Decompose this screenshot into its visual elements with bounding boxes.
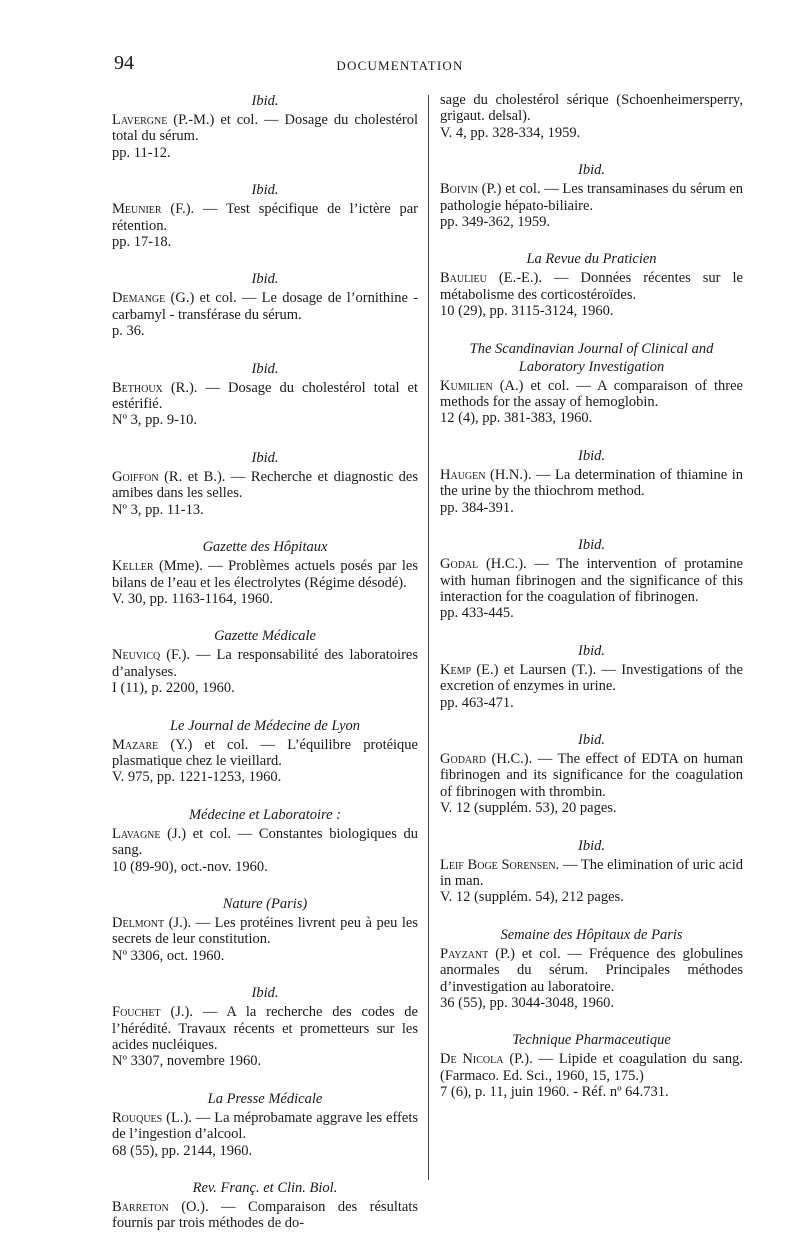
bibliography-entry: [112, 647, 418, 696]
entry-title: (R. et B.). — Recherche et diagnostic des amibes dans les selles.: [112, 468, 418, 502]
entry-citation: pp. 384-391.: [440, 499, 514, 516]
journal-heading: Gazette Médicale: [214, 628, 316, 645]
entry-author: Goiffon: [112, 468, 159, 485]
entry-title: (P.-M.) et col. — Dosage du cholestérol total du sérum.: [112, 112, 418, 145]
entry-citation: 10 (29), pp. 3115-3124, 1960.: [440, 303, 614, 320]
entry-citation: 36 (55), pp. 3044-3048, 1960.: [440, 995, 614, 1011]
bibliography-entry: [440, 92, 743, 141]
journal-heading: Nature (Paris): [222, 895, 308, 912]
entry-author: Meunier: [112, 201, 162, 218]
entry-citation: pp. 433-445.: [440, 605, 514, 622]
bibliography-entry: [440, 556, 743, 622]
entry-title: (F.). — La responsabilité des laboratoires d’analyses.: [112, 647, 418, 680]
entry-citation: pp. 11-12.: [112, 144, 171, 161]
entry-citation: p. 36.: [112, 323, 145, 340]
bibliography-entry: [112, 380, 418, 429]
journal-heading: Gazette des Hôpitaux: [202, 539, 328, 556]
entry-citation: 68 (55), pp. 2144, 1960.: [112, 1142, 253, 1159]
bibliography-entry: [440, 1051, 743, 1100]
bibliography-entry: [112, 469, 418, 518]
entry-author: De Nicola: [440, 1051, 504, 1068]
entry-author: Kumilien: [440, 377, 493, 394]
bibliography-entry: [440, 181, 743, 230]
bibliography-entry: [440, 270, 743, 319]
page-header: [0, 52, 800, 82]
entry-citation: Nº 3307, novembre 1960.: [112, 1053, 262, 1070]
bibliography-entry: [440, 378, 743, 427]
entry-citation: Nº 3306, oct. 1960.: [112, 947, 225, 964]
journal-heading: Technique Pharmaceutique: [512, 1032, 671, 1049]
journal-heading: La Presse Médicale: [207, 1090, 323, 1107]
journal-heading: Semaine des Hôpitaux de Paris: [500, 926, 683, 943]
journal-heading: Ibid.: [578, 642, 605, 659]
bibliography-entry: [112, 1110, 418, 1159]
entry-author: Lavagne: [112, 825, 161, 842]
entry-title: (H.N.). — La determination of thiamine in the urine by the thiochrom method.: [440, 466, 743, 500]
entry-author: Leif Boge Sorensen: [440, 856, 556, 873]
left-column: [112, 92, 418, 1252]
entry-title: (P.) et col. — Les transaminases du sérum en pathologie hépato-biliaire.: [440, 181, 743, 214]
entry-author: Demange: [112, 290, 166, 307]
entry-author: Fouchet: [112, 1004, 161, 1021]
entry-author: Barreton: [112, 1199, 169, 1216]
journal-heading: Ibid.: [251, 985, 279, 1002]
journal-heading: Ibid.: [578, 537, 605, 554]
entry-author: Delmont: [112, 914, 165, 931]
journal-heading: Ibid.: [251, 271, 279, 288]
entry-title: (P.) et col. — Fréquence des globulines anormales du sérum. Principales méthodes d’investigation au laboratoire.: [440, 945, 743, 995]
entry-citation: V. 975, pp. 1221-1253, 1960.: [112, 769, 282, 786]
entry-citation: V. 12 (supplém. 54), 212 pages.: [440, 889, 624, 906]
journal-heading: Ibid.: [251, 360, 279, 377]
entry-title: (E.) et Laursen (T.). — Investigations of the excretion of enzymes in urine.: [440, 661, 743, 695]
bibliography-entry: [440, 467, 743, 516]
entry-title: (O.). — Comparaison des résultats fournis par trois méthodes de do-: [112, 1199, 418, 1232]
entry-title: (J.) et col. — Constantes biologiques du sang.: [112, 825, 418, 859]
entry-author: Payzant: [440, 945, 489, 962]
bibliography-entry: [440, 662, 743, 711]
journal-heading: Ibid.: [578, 162, 605, 179]
bibliography-entry: [112, 558, 418, 607]
entry-citation: 10 (89-90), oct.-nov. 1960.: [112, 858, 268, 875]
journal-heading: Ibid.: [251, 182, 279, 199]
journal-heading: Ibid.: [251, 449, 279, 466]
entry-author: Bethoux: [112, 379, 163, 396]
bibliography-entry: [112, 1199, 418, 1232]
bibliography-entry: [112, 201, 418, 250]
journal-heading: Le Journal de Médecine de Lyon: [169, 717, 361, 734]
journal-heading: Rev. Franç. et Clin. Biol.: [192, 1180, 338, 1197]
entry-citation: 12 (4), pp. 381-383, 1960.: [440, 410, 593, 427]
entry-citation: V. 12 (supplém. 53), 20 pages.: [440, 800, 617, 817]
entry-citation: 7 (6), p. 11, juin 1960. - Réf. nº 64.731.: [440, 1084, 669, 1101]
page-number: 94: [114, 52, 134, 74]
entry-title: (Y.) et col. — L’équilibre protéique plasmatique chez le vieillard.: [112, 736, 418, 769]
entry-title: (E.-E.). — Données récentes sur le métabolisme des corticostéroïdes.: [440, 270, 743, 303]
entry-title: sage du cholestérol sérique (Schoenheimersperry, grigaut. delsal).: [440, 92, 743, 125]
journal-heading: Ibid.: [578, 447, 605, 464]
journal-heading: Ibid.: [578, 731, 605, 748]
bibliography-entry: [440, 751, 743, 817]
entry-author: Kemp: [440, 661, 472, 678]
entry-author: Keller: [112, 558, 154, 575]
entry-title: (P.). — Lipide et coagulation du sang. (Farmaco. Ed. Sci., 1960, 15, 175.): [440, 1051, 743, 1084]
bibliography-entry: [112, 737, 418, 786]
entry-title: (F.). — Test spécifique de l’ictère par rétention.: [112, 201, 418, 234]
entry-title: (R.). — Dosage du cholestérol total et estérifié.: [112, 379, 418, 413]
entry-title: (H.C.). — The intervention of protamine with human fibrinogen and the significance of this interaction for the coagulation of fibrinogen.: [440, 556, 743, 605]
entry-title: (G.) et col. — Le dosage de l’ornithine - carbamyl - transférase du sérum.: [112, 290, 418, 323]
entry-author: Mazare: [112, 736, 159, 753]
bibliography-entry: [440, 946, 743, 1012]
journal-heading: Médecine et Laboratoire :: [188, 806, 342, 823]
entry-title: (A.) et col. — A comparaison of three methods for the assay of hemoglobin.: [440, 377, 743, 411]
entry-title: (L.). — La méprobamate aggrave les effets de l’ingestion d’alcool.: [112, 1109, 418, 1143]
bibliography-entry: [112, 915, 418, 964]
entry-author: Baulieu: [440, 270, 487, 287]
journal-heading: La Revue du Praticien: [526, 251, 657, 268]
entry-citation: pp. 17-18.: [112, 234, 172, 251]
entry-author: Haugen: [440, 466, 486, 483]
bibliography-entry: [112, 290, 418, 339]
entry-citation: pp. 463-471.: [440, 694, 514, 711]
entry-citation: Nº 3, pp. 11-13.: [112, 501, 204, 518]
running-title: DOCUMENTATION: [336, 58, 464, 73]
entry-title: (Mme). — Problèmes actuels posés par les bilans de l’eau et les électrolytes (Régime désodé).: [112, 558, 418, 591]
entry-title: (J.). — Les protéines livrent peu à peu les secrets de leur constitution.: [112, 914, 418, 948]
journal-heading: The Scandinavian Journal of Clinical and Laboratory Investigation: [469, 340, 714, 375]
entry-citation: I (11), p. 2200, 1960.: [112, 680, 235, 697]
bibliography-entry: [112, 1004, 418, 1070]
right-column: [440, 92, 743, 1121]
entry-author: Lavergne: [112, 112, 168, 128]
entry-citation: V. 30, pp. 1163-1164, 1960.: [112, 590, 273, 607]
entry-author: Rouques: [112, 1109, 163, 1126]
entry-citation: pp. 349-362, 1959.: [440, 214, 550, 231]
journal-heading: Ibid.: [251, 93, 279, 109]
entry-citation: V. 4, pp. 328-334, 1959.: [440, 124, 581, 141]
entry-title: . — The elimination of uric acid in man.: [440, 856, 743, 889]
bibliography-entry: [440, 857, 743, 906]
entry-title: (J.). — A la recherche des codes de l’hérédité. Travaux récents et prometteurs sur les acides nucléiques.: [112, 1004, 418, 1053]
entry-author: Neuvicq: [112, 647, 161, 664]
entry-author: Godal: [440, 556, 479, 573]
journal-heading: Ibid.: [578, 837, 605, 854]
entry-citation: Nº 3, pp. 9-10.: [112, 412, 198, 429]
entry-title: (H.C.). — The effect of EDTA on human fibrinogen and its significance for the coagulation of fibrinogen with thrombin.: [440, 750, 743, 800]
bibliography-entry: [112, 112, 418, 161]
bibliography-entry: [112, 826, 418, 875]
entry-author: Godard: [440, 750, 487, 767]
entry-author: Boivin: [440, 181, 478, 198]
column-divider: [428, 95, 429, 1180]
